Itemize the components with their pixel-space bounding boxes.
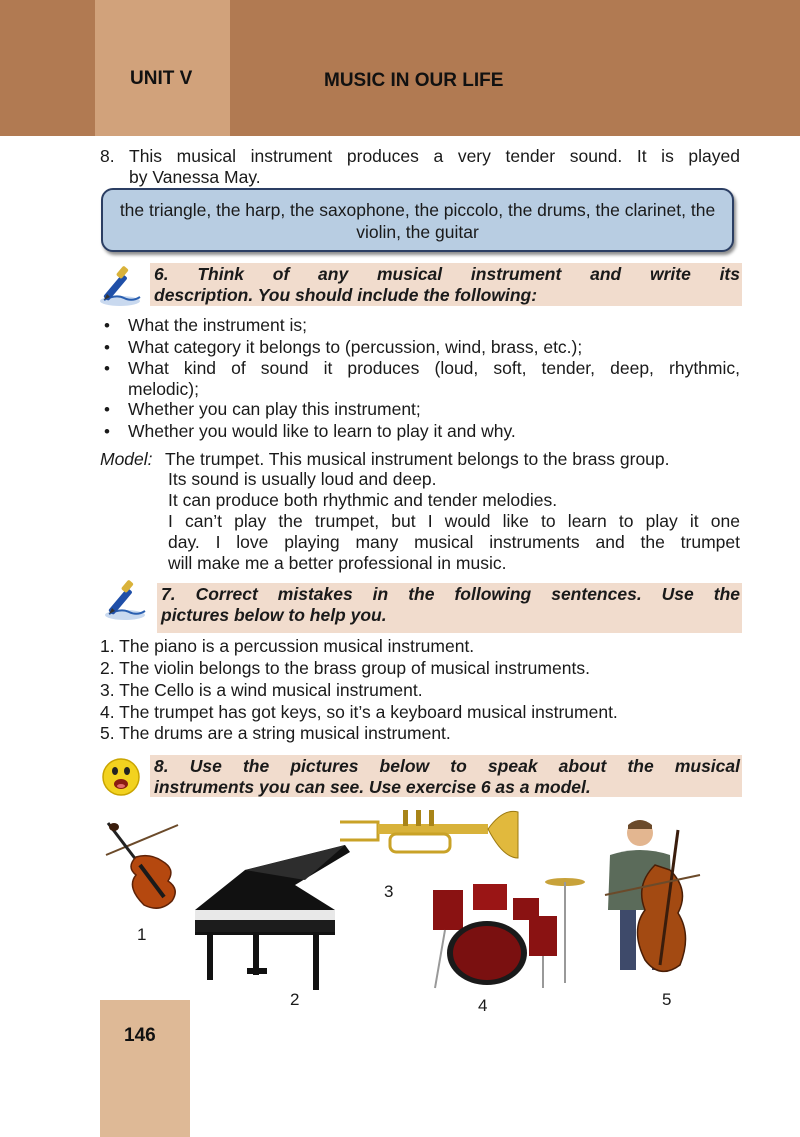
- page-number: 146: [124, 1025, 156, 1046]
- pen-icon: [100, 578, 152, 622]
- item-text: by Vanessa May.: [129, 167, 261, 187]
- model-text: day. I love playing many musical instruments and the trumpet: [168, 532, 740, 552]
- sentence: 2. The violin belongs to the brass group of musical instruments.: [100, 658, 590, 678]
- unit-label: UNIT V: [130, 68, 193, 89]
- bullet-text: What category it belongs to (percussion, wind, brass, etc.);: [128, 337, 583, 357]
- sentence: 1. The piano is a percussion musical instrument.: [100, 636, 475, 656]
- model-text: It can produce both rhythmic and tender melodies.: [168, 490, 558, 510]
- model-text: The trumpet. This musical instrument belongs to the brass group.: [165, 449, 670, 469]
- violin-illustration: [96, 815, 186, 915]
- item-number: 8.: [100, 146, 115, 166]
- task8-heading: instruments you can see. Use exercise 6 as a model.: [150, 776, 742, 797]
- item-text: This musical instrument produces a very tender sound. It is played: [129, 146, 740, 166]
- model-label: Model:: [100, 449, 153, 469]
- model-text: will make me a better professional in music.: [168, 553, 507, 573]
- picture-label: 5: [662, 990, 672, 1009]
- bullet-text: What kind of sound it produces (loud, soft, tender, deep, rhythmic,: [128, 358, 740, 378]
- picture-label: 2: [290, 990, 300, 1009]
- bullet-dot: •: [104, 316, 110, 335]
- page-number-bar: [100, 1000, 190, 1137]
- model-text: Its sound is usually loud and deep.: [168, 469, 437, 489]
- bullet-dot: •: [104, 422, 110, 441]
- picture-label: 3: [384, 882, 394, 901]
- bullet-text: Whether you can play this instrument;: [128, 399, 421, 419]
- task7-heading: pictures below to help you.: [157, 604, 742, 633]
- bullet-text: Whether you would like to learn to play it and why.: [128, 421, 516, 441]
- sentence: 3. The Cello is a wind musical instrument.: [100, 680, 423, 700]
- cellist-illustration: [600, 815, 715, 985]
- task6-heading: 6. Think of any musical instrument and write its: [150, 263, 742, 284]
- speaking-smiley-icon: [100, 756, 142, 798]
- bullet-dot: •: [104, 359, 110, 378]
- pen-icon: [96, 264, 146, 308]
- picture-label: 4: [478, 996, 488, 1015]
- grand-piano-illustration: [185, 840, 355, 1000]
- bullet-text: melodic);: [128, 379, 199, 399]
- task7-heading: 7. Correct mistakes in the following sentences. Use the: [157, 583, 742, 604]
- word-box-text: the triangle, the harp, the saxophone, the piccolo, the drums, the clarinet, the violin, the guitar: [119, 200, 716, 242]
- sentence: 5. The drums are a string musical instrument.: [100, 723, 451, 743]
- model-text: I can’t play the trumpet, but I would like to learn to play it one: [168, 511, 740, 531]
- task6-heading: description. You should include the following:: [150, 284, 742, 306]
- sentence: 4. The trumpet has got keys, so it’s a keyboard musical instrument.: [100, 702, 618, 722]
- picture-label: 1: [137, 925, 147, 944]
- drum-kit-illustration: [425, 858, 590, 993]
- word-box: [101, 188, 734, 252]
- bullet-text: What the instrument is;: [128, 315, 307, 335]
- bullet-dot: •: [104, 400, 110, 419]
- bullet-dot: •: [104, 338, 110, 357]
- chapter-title: MUSIC IN OUR LIFE: [324, 70, 504, 91]
- task8-heading: 8. Use the pictures below to speak about the musical: [150, 755, 742, 776]
